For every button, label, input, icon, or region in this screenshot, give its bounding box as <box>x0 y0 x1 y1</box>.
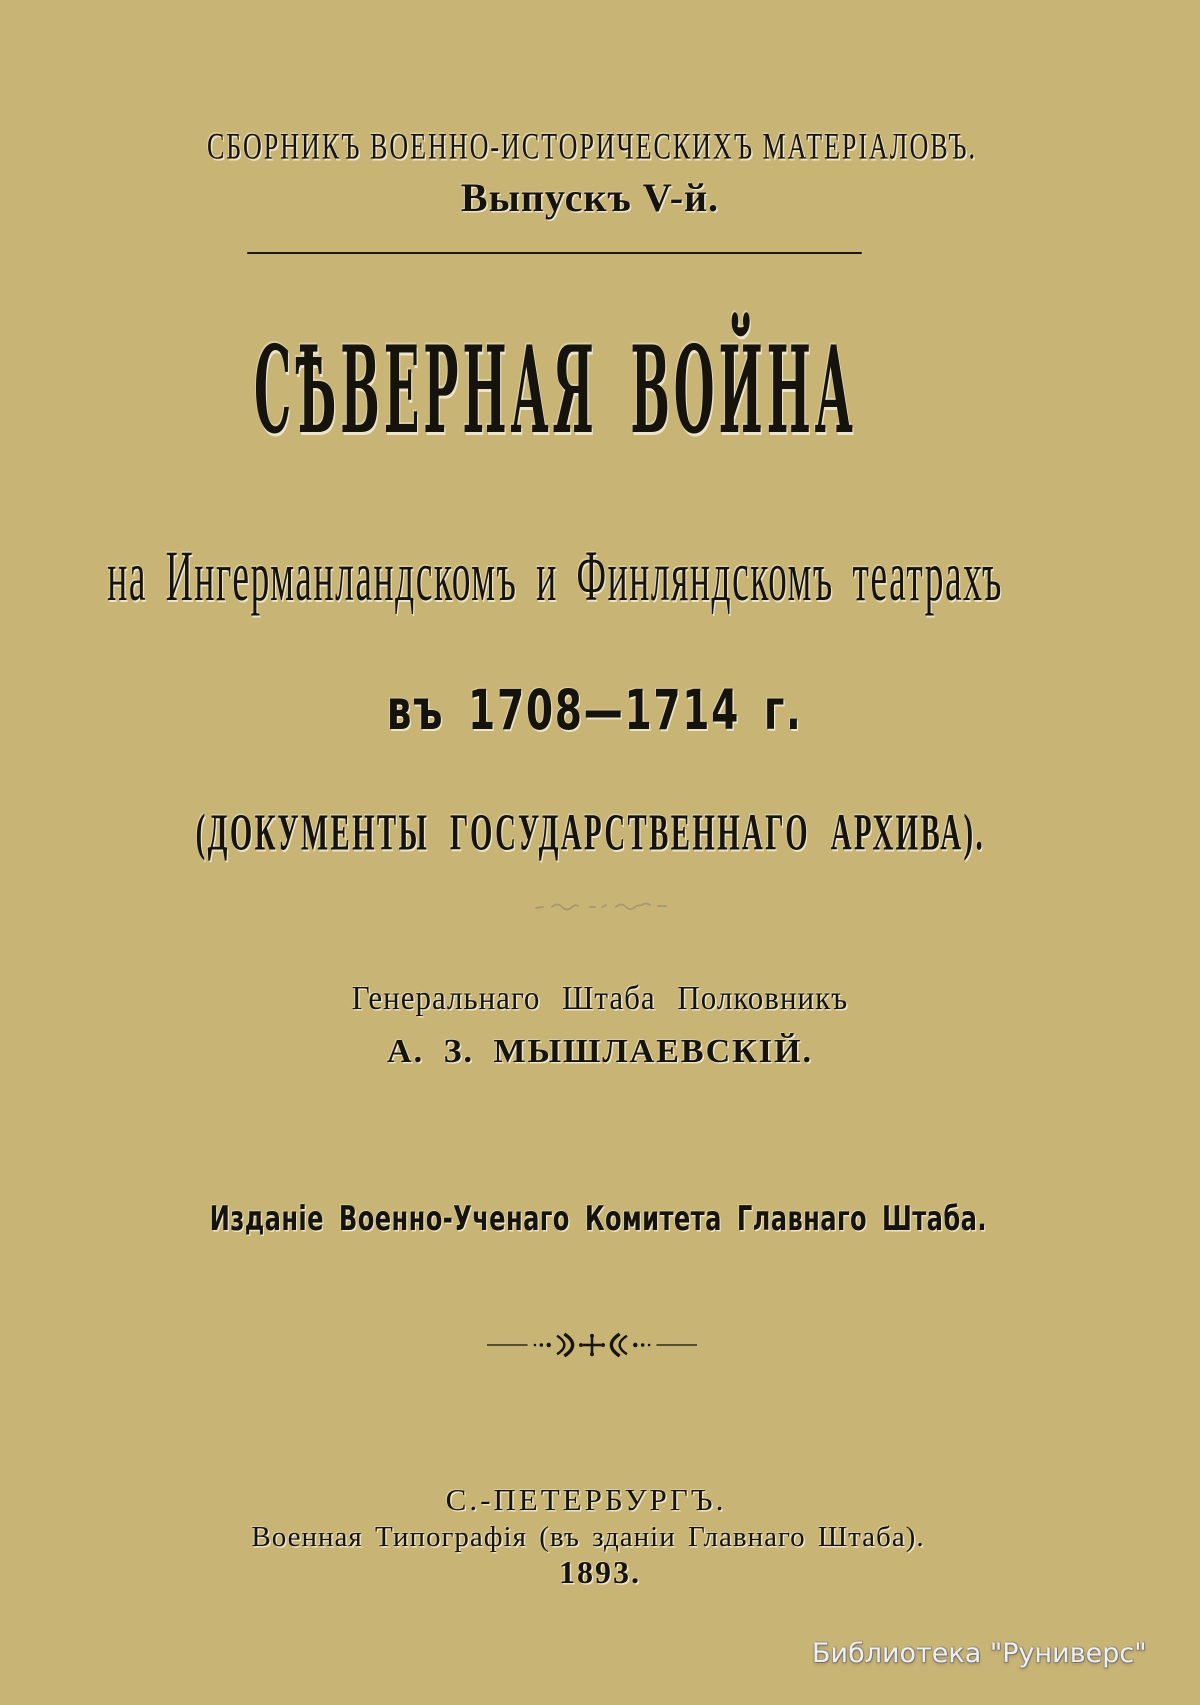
imprint-printer-text: Военная Типографія (въ зданіи Главнаго Штаба). <box>251 1520 925 1553</box>
page-subtitle <box>0 528 1200 624</box>
squiggle-svg <box>532 898 672 916</box>
years-line <box>0 677 1200 743</box>
ornament-svg <box>487 1332 697 1358</box>
library-watermark: Библиотека "Руниверс" <box>812 1638 1147 1669</box>
imprint-city-text: С.-ПЕТЕРБУРГЪ. <box>445 1482 727 1517</box>
author-role <box>0 974 1200 1022</box>
imprint-city <box>0 1480 1200 1520</box>
issue-label <box>0 172 1200 222</box>
source-note <box>0 794 1200 870</box>
title-rule-icon <box>247 252 862 254</box>
series-title-text: СБОРНИКЪ ВОЕННО-ИСТОРИЧЕСКИХЪ МАТЕРІАЛОВЪ. <box>206 125 978 167</box>
imprint-year-text: 1893. <box>559 1553 641 1590</box>
author-role-text: Генеральнаго Штаба Полковникъ <box>351 978 849 1017</box>
fleuron-divider-icon <box>0 1330 1200 1360</box>
edition-note-text: Изданіе Военно-Ученаго Комитета Главнаго Штаба. <box>209 1199 987 1239</box>
imprint-year <box>0 1552 1200 1592</box>
page-subtitle-text: на Ингерманландскомъ и Финляндскомъ театрахъ <box>107 536 1003 616</box>
faint-wavy-rule-icon <box>0 896 1200 918</box>
issue-label-text: Выпускъ V-й. <box>460 174 720 220</box>
page-title-text: СѢВЕРНАЯ ВОЙНА <box>253 322 857 462</box>
source-note-text: (ДОКУМЕНТЫ ГОСУДАРСТВЕННАГО АРХИВА). <box>195 803 985 861</box>
series-title <box>0 118 1200 176</box>
page-title <box>0 322 1200 462</box>
years-line-text: въ 1708—1714 г. <box>387 677 803 743</box>
author-name-text: А. З. МЫШЛАЕВСКІЙ. <box>387 1033 813 1070</box>
edition-note <box>0 1194 1200 1244</box>
author-name <box>0 1026 1200 1078</box>
imprint-printer <box>0 1518 1200 1556</box>
